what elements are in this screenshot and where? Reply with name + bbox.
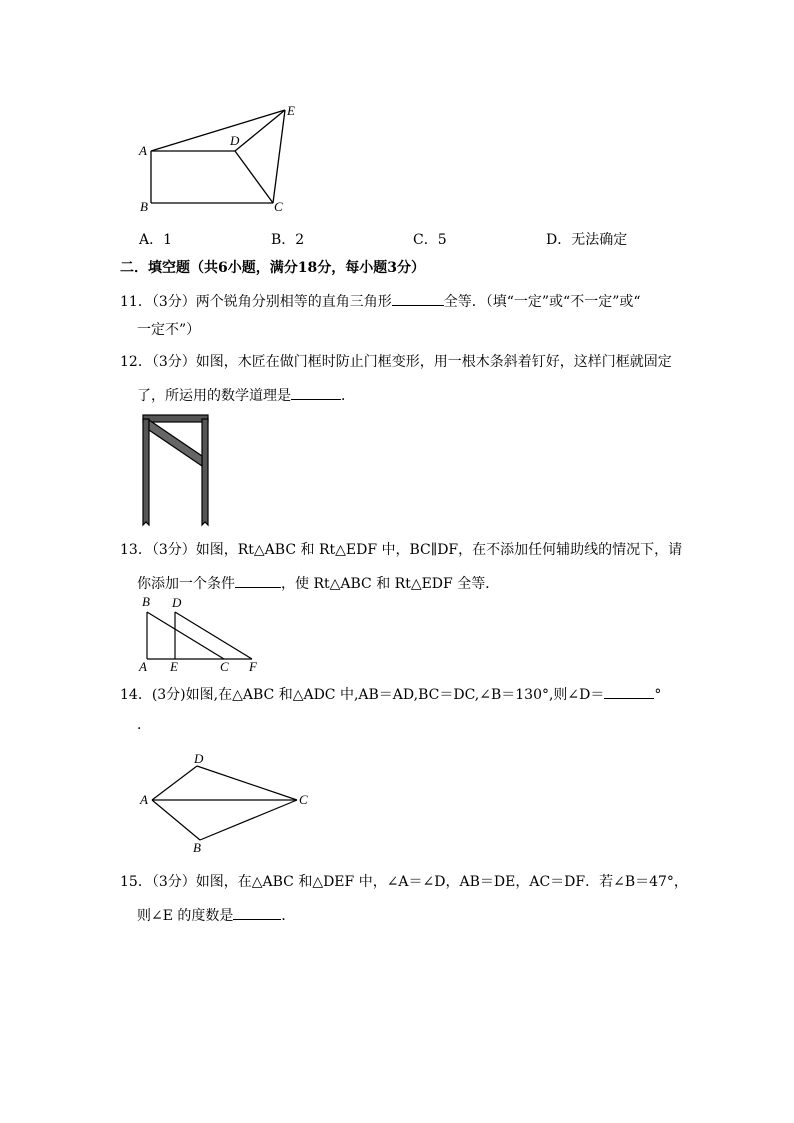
- q15-answer-blank[interactable]: [233, 905, 281, 920]
- fig13-label-D: D: [172, 595, 182, 610]
- q11-number: 11．（3分）: [120, 294, 196, 310]
- option-b: B．2: [271, 232, 305, 248]
- fig13-label-E: E: [170, 659, 178, 674]
- q14-line-1: 如图,在△ABC 和△ADC 中,AB＝AD,BC＝DC,∠B＝130°,则∠D＝: [185, 687, 605, 703]
- fig14-label-C: C: [299, 792, 308, 807]
- q12-line-1: 如图，木匠在做门框时防止门框变形，用一根木条斜着钉好，这样门框就固定: [195, 354, 672, 370]
- fig10-label-C: C: [274, 199, 283, 214]
- fig10-label-B: B: [140, 199, 148, 214]
- question-15: [120, 873, 688, 891]
- fig13-label-A: A: [139, 659, 147, 674]
- fig14-label-A: A: [140, 792, 148, 807]
- q15-text-b: ．: [281, 908, 296, 924]
- q15-line-2: [137, 905, 295, 925]
- option-d: D．无法确定: [546, 232, 628, 248]
- section-heading: 二．填空题（共6小题，满分18分，每小题3分）: [120, 260, 425, 276]
- q11-text-1: 两个锐角分别相等的直角三角形: [195, 294, 392, 310]
- fig13-label-C: C: [220, 659, 229, 674]
- fig10-label-D: D: [230, 133, 240, 148]
- q14-number: 14．(3分): [120, 687, 186, 703]
- q12-text-b: ．: [341, 388, 355, 404]
- option-c: C．5: [413, 232, 447, 248]
- q12-text-a: 了，所运用的数学道理是: [137, 388, 291, 404]
- q14-degree: °: [654, 687, 662, 703]
- q11-text-2: 全等．（填“一定”或“不一定”或“: [443, 294, 641, 310]
- option-a: A．1: [139, 232, 173, 248]
- fig10-label-E: E: [287, 103, 295, 118]
- fig13-label-B: B: [142, 594, 150, 609]
- q11-line-2: 一定不”）: [137, 322, 201, 338]
- q13-text-a: 你添加一个条件: [137, 576, 235, 592]
- q15-line-1: 如图，在△ABC 和△DEF 中，∠A＝∠D，AB＝DE，AC＝DF．若∠B＝47°，: [195, 874, 688, 890]
- q15-number: 15．（3分）: [120, 874, 196, 890]
- fig14-label-D: D: [194, 751, 204, 766]
- q13-text-b: ，使 Rt△ABC 和 Rt△EDF 全等．: [281, 576, 500, 592]
- q12-number: 12．（3分）: [120, 354, 196, 370]
- q13-line-1: 如图，Rt△ABC 和 Rt△EDF 中，BC∥DF，在不添加任何辅助线的情况下，请: [195, 542, 683, 558]
- q14-line-2: ．: [137, 717, 151, 733]
- fig13-label-F: F: [249, 659, 257, 674]
- fig14-label-B: B: [193, 840, 201, 855]
- q15-text-a: 则∠E 的度数是: [137, 908, 234, 924]
- fig10-label-A: A: [139, 143, 147, 158]
- q13-number: 13．（3分）: [120, 542, 196, 558]
